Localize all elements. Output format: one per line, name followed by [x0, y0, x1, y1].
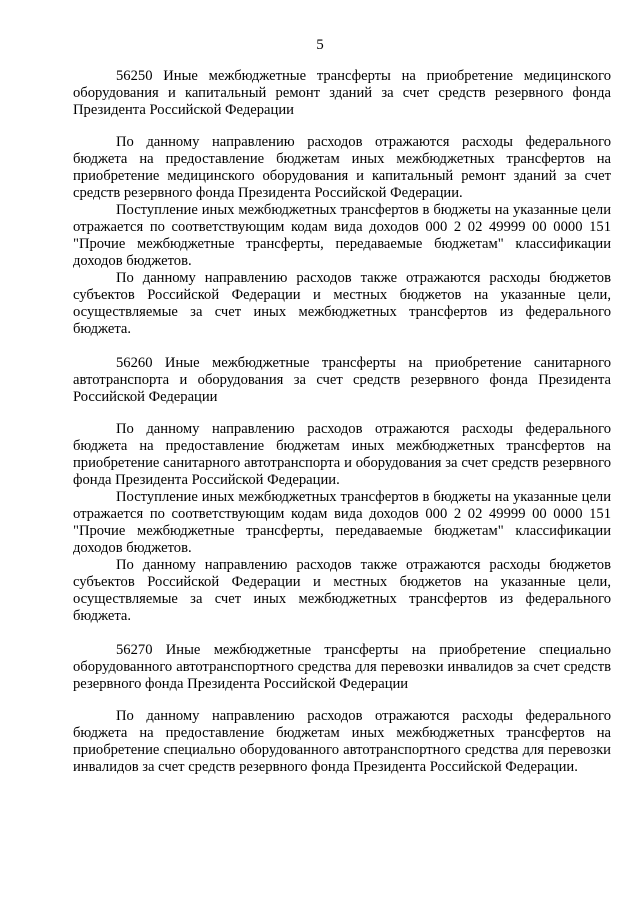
section-heading-56260: 56260 Иные межбюджетные трансферты на приобретение санитарного автотранспорта и оборудования за счет средств резервного фонда Президента Российской Федерации	[73, 355, 611, 405]
paragraph: Поступление иных межбюджетных трансфертов в бюджеты на указанные цели отражается по соответствующим кодам вида доходов 000 2 02 49999 00 0000 151 "Прочие межбюджетные трансферты, передаваемые бюджетам" классификации доходов бюджетов.	[73, 489, 611, 556]
paragraph: По данному направлению расходов отражаются расходы федерального бюджета на предоставление бюджетам иных межбюджетных трансфертов на приобретение специально оборудованного автотранспортного средства для перевозки инвалидов за счет средств резервного фонда Президента Российской Федерации.	[73, 708, 611, 775]
paragraph: Поступление иных межбюджетных трансфертов в бюджеты на указанные цели отражается по соответствующим кодам вида доходов 000 2 02 49999 00 0000 151 "Прочие межбюджетные трансферты, передаваемые бюджетам" классификации доходов бюджетов.	[73, 202, 611, 269]
section-heading-56250: 56250 Иные межбюджетные трансферты на приобретение медицинского оборудования и капитальный ремонт зданий за счет средств резервного фонда Президента Российской Федерации	[73, 68, 611, 118]
page-number: 5	[316, 37, 324, 53]
spacer	[73, 693, 611, 708]
section-heading-56270: 56270 Иные межбюджетные трансферты на приобретение специально оборудованного автотранспортного средства для перевозки инвалидов за счет средств резервного фонда Президента Российской Федерации	[73, 642, 611, 692]
spacer	[73, 406, 611, 421]
paragraph: По данному направлению расходов отражаются расходы федерального бюджета на предоставление бюджетам иных межбюджетных трансфертов на приобретение медицинского оборудования и капитальный ремонт зданий за счет средств резервного фонда Президента Российской Федерации.	[73, 134, 611, 201]
paragraph: По данному направлению расходов также отражаются расходы бюджетов субъектов Российской Федерации и местных бюджетов на указанные цели, осуществляемые за счет иных межбюджетных трансфертов из федерального бюджета.	[73, 270, 611, 337]
paragraph: По данному направлению расходов также отражаются расходы бюджетов субъектов Российской Федерации и местных бюджетов на указанные цели, осуществляемые за счет иных межбюджетных трансфертов из федерального бюджета.	[73, 557, 611, 624]
spacer	[73, 119, 611, 134]
paragraph: По данному направлению расходов отражаются расходы федерального бюджета на предоставление бюджетам иных межбюджетных трансфертов на приобретение санитарного автотранспорта и оборудования за счет средств резервного фонда Президента Российской Федерации.	[73, 421, 611, 488]
spacer	[73, 338, 611, 355]
document-body	[73, 68, 611, 776]
spacer	[73, 625, 611, 642]
